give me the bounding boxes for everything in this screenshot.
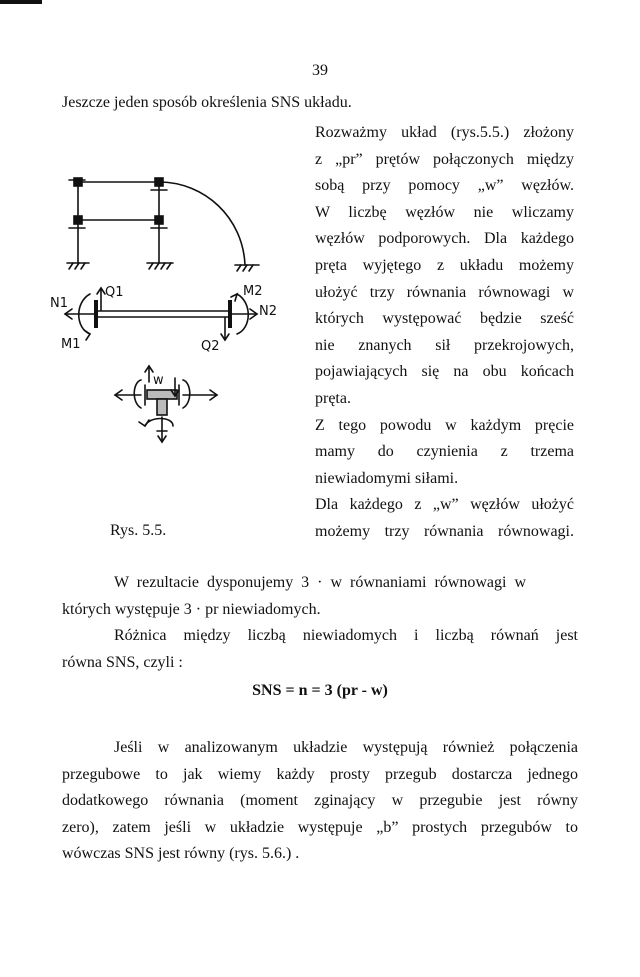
text-line: Dla każdego z „w” węzłów ułożyć: [315, 496, 574, 514]
bar-free-body: [65, 288, 257, 340]
text-line: nie znanych sił przekrojowych,: [315, 336, 574, 354]
text-line: z „pr” prętów połączonych między: [315, 150, 574, 168]
text-line: wówczas SNS jest równy (rys. 5.6.) .: [62, 845, 300, 863]
text-line: pręta wyjętego z układu możemy: [315, 256, 574, 274]
label-q1: Q1: [105, 285, 124, 300]
text-line: których występuje 3 · pr niewiadomych.: [62, 600, 321, 618]
text-line: Z tego powodu w każdym pręcie: [315, 416, 574, 434]
text-line: pręta.: [315, 389, 351, 407]
text-line: Różnica między liczbą niewiadomych i liczbą równań jest: [114, 627, 578, 644]
text-line: których występować będzie sześć: [315, 310, 574, 328]
joint-free-body: [115, 366, 217, 442]
intro-sentence: Jeszcze jeden sposób określenia SNS układu.: [62, 94, 352, 111]
frame-structure: [67, 178, 259, 271]
text-line: pojawiających się na obu końcach: [315, 363, 574, 381]
text-line: równa SNS, czyli :: [62, 653, 183, 671]
paragraph-3: [62, 735, 578, 868]
label-n1: N1: [50, 296, 68, 311]
text-line: przegubowe to jak wiemy każdy prosty przegub dostarcza jednego: [62, 765, 578, 783]
text-line: mamy do czynienia z trzema: [315, 443, 574, 461]
label-m2: M2: [243, 284, 263, 299]
scan-edge-mark: [0, 0, 42, 4]
page-number: 39: [312, 62, 328, 79]
text-line: zero), zatem jeśli w układzie występuje „b” prostych przegubów to: [62, 818, 578, 836]
text-line: ułożyć trzy równania równowagi w: [315, 283, 574, 301]
text-line: Jeśli w analizowanym układzie występują również połączenia: [114, 739, 578, 756]
text-line: dodatkowego równania (moment zginający w przegubie jest równy: [62, 792, 578, 810]
frame-diagram-figure: [45, 170, 295, 480]
text-line: niewiadomymi siłami.: [315, 469, 459, 487]
sns-formula: SNS = n = 3 (pr - w): [252, 682, 388, 699]
paragraph-2: [62, 623, 578, 676]
text-line: węzłów podporowych. Dla każdego: [315, 230, 574, 248]
right-column-text: [315, 120, 574, 546]
text-line: możemy trzy równania równowagi.: [315, 522, 574, 540]
label-m1: M1: [61, 337, 81, 352]
paragraph-1: [62, 570, 578, 623]
text-line: Rozważmy układ (rys.5.5.) złożony: [315, 124, 574, 141]
text-line: sobą przy pomocy „w” węzłów.: [315, 177, 574, 195]
text-line: W liczbę węzłów nie wliczamy: [315, 203, 574, 221]
label-n2: N2: [259, 304, 277, 319]
label-w: w: [153, 373, 164, 388]
label-q2: Q2: [201, 339, 220, 354]
text-line: W rezultacie dysponujemy 3 · w równaniami równowagi w: [114, 574, 526, 591]
figure-caption: Rys. 5.5.: [110, 522, 167, 539]
